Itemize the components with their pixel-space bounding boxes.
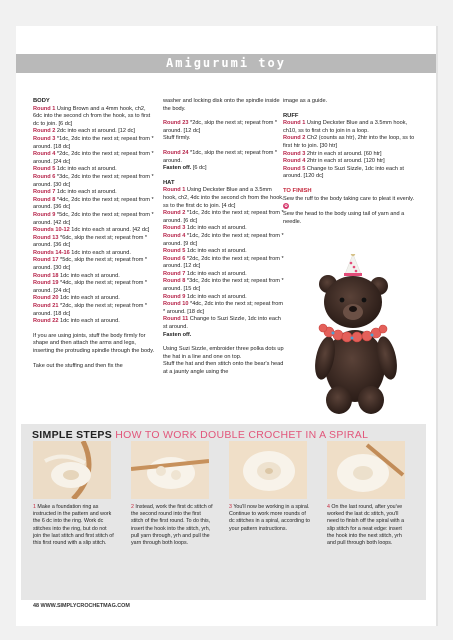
page-edge	[436, 26, 438, 626]
body-round-label: Round 7	[33, 189, 56, 196]
hat-round	[163, 233, 285, 248]
body-round-text: *2dc, skip the next st; repeat from * around. [12 dc]	[163, 120, 278, 134]
body-round-text: Using Brown and a 4mm hook, ch2, 6dc into the second ch from the hook, ss to first dc to join. [6 dc]	[33, 105, 151, 127]
hat-round-label: Round 4	[163, 232, 186, 239]
body-round-label: Round 9	[33, 211, 56, 218]
ruff-round-text: Using Deckster Blue and a 3.5mm hook, ch10, ss to first ch to join in a loop.	[283, 120, 408, 134]
hat-round-text: Using Deckster Blue and a 3.5mm hook, ch2, 4dc into the second ch from the hook, ss to the first dc to join. [4 dc]	[163, 187, 284, 209]
body-round-text: 1dc into each st around.	[55, 189, 117, 196]
body-heading: BODY	[33, 98, 50, 104]
hat-round-label: Round 6	[163, 255, 186, 262]
step-photo-1	[33, 441, 111, 499]
hat-round-text: *3dc, 2dc into the next st; repeat from * around. [15 dc]	[163, 278, 284, 293]
ruff-heading: RUFF	[283, 112, 299, 119]
column-ruff	[283, 98, 417, 226]
hat-round-text: 1dc into each st around.	[185, 248, 247, 255]
hat-round	[163, 248, 285, 256]
bear-photo	[313, 254, 419, 416]
page-footer: 48 WWW.SIMPLYCROCHETMAG.COM	[33, 603, 130, 609]
body-round-text: *4dc, 2dc into the next st; repeat from * around. [36 dc]	[33, 196, 154, 211]
body-rounds-final	[163, 150, 285, 165]
body-round	[33, 257, 155, 272]
hat-round-label: Round 10	[163, 301, 189, 308]
hat-stitch-note: Stuff the hat and then stitch onto the bear's head at a jaunty angle using the	[163, 361, 284, 375]
hat-round-text: 1dc into each st around.	[185, 293, 247, 300]
body-round-label: Round 8	[33, 196, 56, 203]
body-round-text: 1dc into each st around.	[69, 249, 131, 256]
stuff-note: Stuff firmly.	[163, 135, 191, 142]
hat-round-label: Round 7	[163, 270, 186, 277]
hat-heading: HAT	[163, 179, 175, 186]
step-2-text	[131, 504, 213, 547]
body-round-label: Round 17	[33, 257, 59, 264]
body-round	[33, 151, 155, 166]
body-round-text: *5dc, skip the next st; repeat from * around. [30 dc]	[33, 257, 148, 272]
body-round	[163, 150, 285, 165]
step-1-text	[33, 504, 115, 547]
step-2-body: Instead, work the first dc stitch of the second round into the first stitch of the first round. To do this, insert the hook into the stitch, yrh, pull yarn through, yrh and pull the yarn through both loops.	[131, 504, 213, 547]
body-round-label: Round 2	[33, 128, 56, 135]
hat-round-label: Round 2	[163, 210, 186, 217]
body-round-text: 1dc into each st around.	[58, 318, 120, 325]
hat-round-text: 1dc into each st around.	[185, 225, 247, 232]
hat-dots-note: Using Suzi Sizzle, embroider three polka dots up the hat in a line and one on top.	[163, 346, 284, 360]
hat-round	[163, 316, 285, 331]
ruff-round	[283, 135, 417, 150]
hat-round-label: Round 5	[163, 248, 186, 255]
fasten-off-label: Fasten off.	[163, 165, 192, 172]
ruff-round	[283, 120, 417, 135]
step-4-body: On the last round, after you've worked the last dc stitch, you'll need to finish off the spiral with a slip stitch for a neat edge: insert the hook into the next stitch, yrh and pull through both loops.	[327, 504, 405, 547]
body-round	[33, 235, 155, 250]
body-round-label: Round 22	[33, 318, 59, 325]
body-round-label: Round 21	[33, 303, 59, 310]
ruff-round-label: Round 3	[283, 150, 306, 157]
hat-round	[163, 256, 285, 271]
ruff-round-label: Round 4	[283, 158, 306, 165]
step-2-number: 2	[131, 504, 134, 510]
body-round-text: *1dc, skip the next st; repeat from * around.	[163, 149, 278, 164]
body-round-text: *2dc, skip the next st; repeat from * around. [18 dc]	[33, 303, 148, 317]
simple-steps-label: SIMPLE STEPS	[32, 429, 113, 441]
simple-steps-heading	[32, 428, 368, 442]
body-round	[33, 197, 155, 212]
hat-round	[163, 271, 285, 279]
ruff-round-text: Change to Suzi Sizzle, 1dc into each st around. [120 dc]	[283, 165, 404, 180]
hat-rounds	[163, 187, 285, 331]
step-3-body: You'll now be working in a spiral. Continue to work more rounds of dc stitches in a spiral, according to your pattern instructions.	[229, 504, 310, 532]
column-body	[33, 98, 155, 370]
hat-round-label: Round 11	[163, 316, 189, 323]
hat-round-label: Round 8	[163, 278, 186, 285]
body-round	[33, 212, 155, 227]
body-round	[33, 273, 155, 281]
hat-round	[163, 294, 285, 302]
body-round-text: 2dc into each st around. [12 dc]	[55, 128, 135, 135]
ruff-round	[283, 151, 417, 159]
fasten-off-body	[163, 165, 285, 173]
body-round	[33, 318, 155, 326]
body-round-label: Round 20	[33, 295, 59, 302]
fasten-off-count: [6 dc]	[191, 165, 207, 172]
step-photo-3	[229, 441, 307, 499]
body-round-text: 1dc into each st around.	[58, 272, 120, 279]
column-hat	[163, 98, 285, 377]
body-round-label: Round 23	[163, 120, 189, 127]
body-round	[33, 189, 155, 197]
hat-round-text: *1dc, 2dc into the next st; repeat from * around. [9 dc]	[163, 232, 284, 247]
body-round-label: Round 13	[33, 234, 59, 241]
body-round-label: Round 18	[33, 272, 59, 279]
body-round-text: *5dc, 2dc into the next st; repeat from * around. [42 dc]	[33, 211, 154, 226]
step-3-text	[229, 504, 311, 533]
page-title: Amigurumi toy	[166, 56, 286, 70]
body-round	[33, 280, 155, 295]
hat-round-label: Round 3	[163, 225, 186, 232]
step-4-number: 4	[327, 504, 330, 510]
body-round	[33, 136, 155, 151]
simple-steps-subtitle: HOW TO WORK DOUBLE CROCHET IN A SPIRAL	[115, 429, 369, 441]
step-photo-2	[131, 441, 209, 499]
hat-round	[163, 210, 285, 225]
body-round	[33, 303, 155, 318]
hat-round-label: Round 9	[163, 293, 186, 300]
ruff-round	[283, 166, 417, 181]
step-1-body: Make a foundation ring as instructed in the pattern and work the 6 dc into the ring. Work dc stitches into the ring, but do not join the last stitch and first stitch of this first round with a slip stitch.	[33, 504, 114, 547]
hat-round-text: *1dc, 2dc into the next st; repeat from * around. [6 dc]	[163, 210, 284, 224]
body-round-text: 1dc into each st around.	[58, 295, 120, 302]
body-round-label: Round 5	[33, 166, 56, 173]
body-round-label: Round 24	[163, 149, 189, 156]
ruff-round-label: Round 2	[283, 135, 306, 142]
party-hat-icon	[345, 254, 361, 274]
body-round	[33, 174, 155, 189]
ruff-round-label: Round 1	[283, 120, 306, 127]
body-round	[33, 250, 155, 258]
body-round-text: 1dc into each st around.	[55, 166, 117, 173]
body-round	[33, 106, 155, 129]
body-round	[33, 128, 155, 136]
body-round-label: Rounds 14-16	[33, 249, 70, 256]
body-round-text: 1dc into each st around. [42 dc]	[69, 227, 150, 234]
ruff-round	[283, 158, 417, 166]
body-note-stuffing: Take out the stuffing and then fix the	[33, 362, 123, 369]
ruff-round-text: 2htr in each st around. [120 htr]	[305, 158, 385, 165]
step-1-number: 1	[33, 504, 36, 510]
body-note-joints: If you are using joints, stuff the body firmly for shape and then attach the arms and legs, inserting the protruding spindle through the body.	[33, 332, 155, 354]
hat-round	[163, 225, 285, 233]
hat-round	[163, 187, 285, 210]
ruff-rounds	[283, 120, 417, 181]
body-round	[33, 166, 155, 174]
step-3-number: 3	[229, 504, 232, 510]
hat-round	[163, 301, 285, 316]
body-round-text: *3dc, 2dc into the next st; repeat from * around. [30 dc]	[33, 173, 154, 188]
finish-heading: TO FINISH	[283, 187, 312, 194]
ruff-round-text: 2htr in each st around. [60 htr]	[305, 150, 382, 157]
body-round-text: *1dc, 2dc into the next st; repeat from * around. [18 dc]	[33, 135, 154, 150]
body-round-text: *4dc, skip the next st; repeat from * around. [24 dc]	[33, 280, 148, 294]
header-banner	[16, 54, 436, 73]
body-round	[33, 295, 155, 303]
hat-round	[163, 278, 285, 293]
hat-round-text: Change to Suzi Sizzle, 1dc into each st around.	[163, 316, 281, 331]
hat-round-label: Round 1	[163, 187, 186, 194]
body-round-label: Round 3	[33, 135, 56, 142]
hat-note-continued: image as a guide.	[283, 98, 328, 104]
fasten-off-hat: Fasten off.	[163, 331, 192, 338]
body-note-continued: washer and locking disk onto the spindle inside the body.	[163, 98, 280, 112]
finish-text-ruff	[283, 196, 417, 212]
body-round-label: Rounds 10-12	[33, 227, 70, 234]
ruff-round-label: Round 5	[283, 165, 306, 172]
body-round	[163, 120, 285, 135]
flower-bullet-icon: ✿	[284, 203, 288, 209]
body-rounds	[33, 106, 155, 326]
body-round	[33, 227, 155, 235]
body-rounds-continued	[163, 120, 285, 135]
body-round-label: Round 1	[33, 105, 56, 112]
step-photo-4	[327, 441, 405, 499]
ruff-round-text: Ch2 (counts as htr), 2htr into the loop, ss to first htr to join. [30 htr]	[283, 135, 415, 149]
finish-text-head: Sew the head to the body using tail of yarn and a needle.	[283, 211, 405, 225]
hat-round-text: 1dc into each st around.	[185, 270, 247, 277]
body-round-label: Round 19	[33, 280, 59, 287]
hat-round-text: *4dc, 2dc into the next st; repeat from * around. [18 dc]	[163, 301, 284, 315]
body-round-text: *2dc, 2dc into the next st; repeat from * around. [24 dc]	[33, 151, 154, 165]
body-round-text: *6dc, skip the next st; repeat from * around. [36 dc]	[33, 234, 148, 249]
finish-text-ruff-body: Sew the ruff to the body taking care to pleat it evenly.	[283, 195, 415, 202]
hat-round-text: *2dc, 2dc into the next st; repeat from * around. [12 dc]	[163, 255, 284, 270]
body-round-label: Round 4	[33, 151, 56, 158]
step-4-text	[327, 504, 409, 547]
body-round-label: Round 6	[33, 173, 56, 180]
